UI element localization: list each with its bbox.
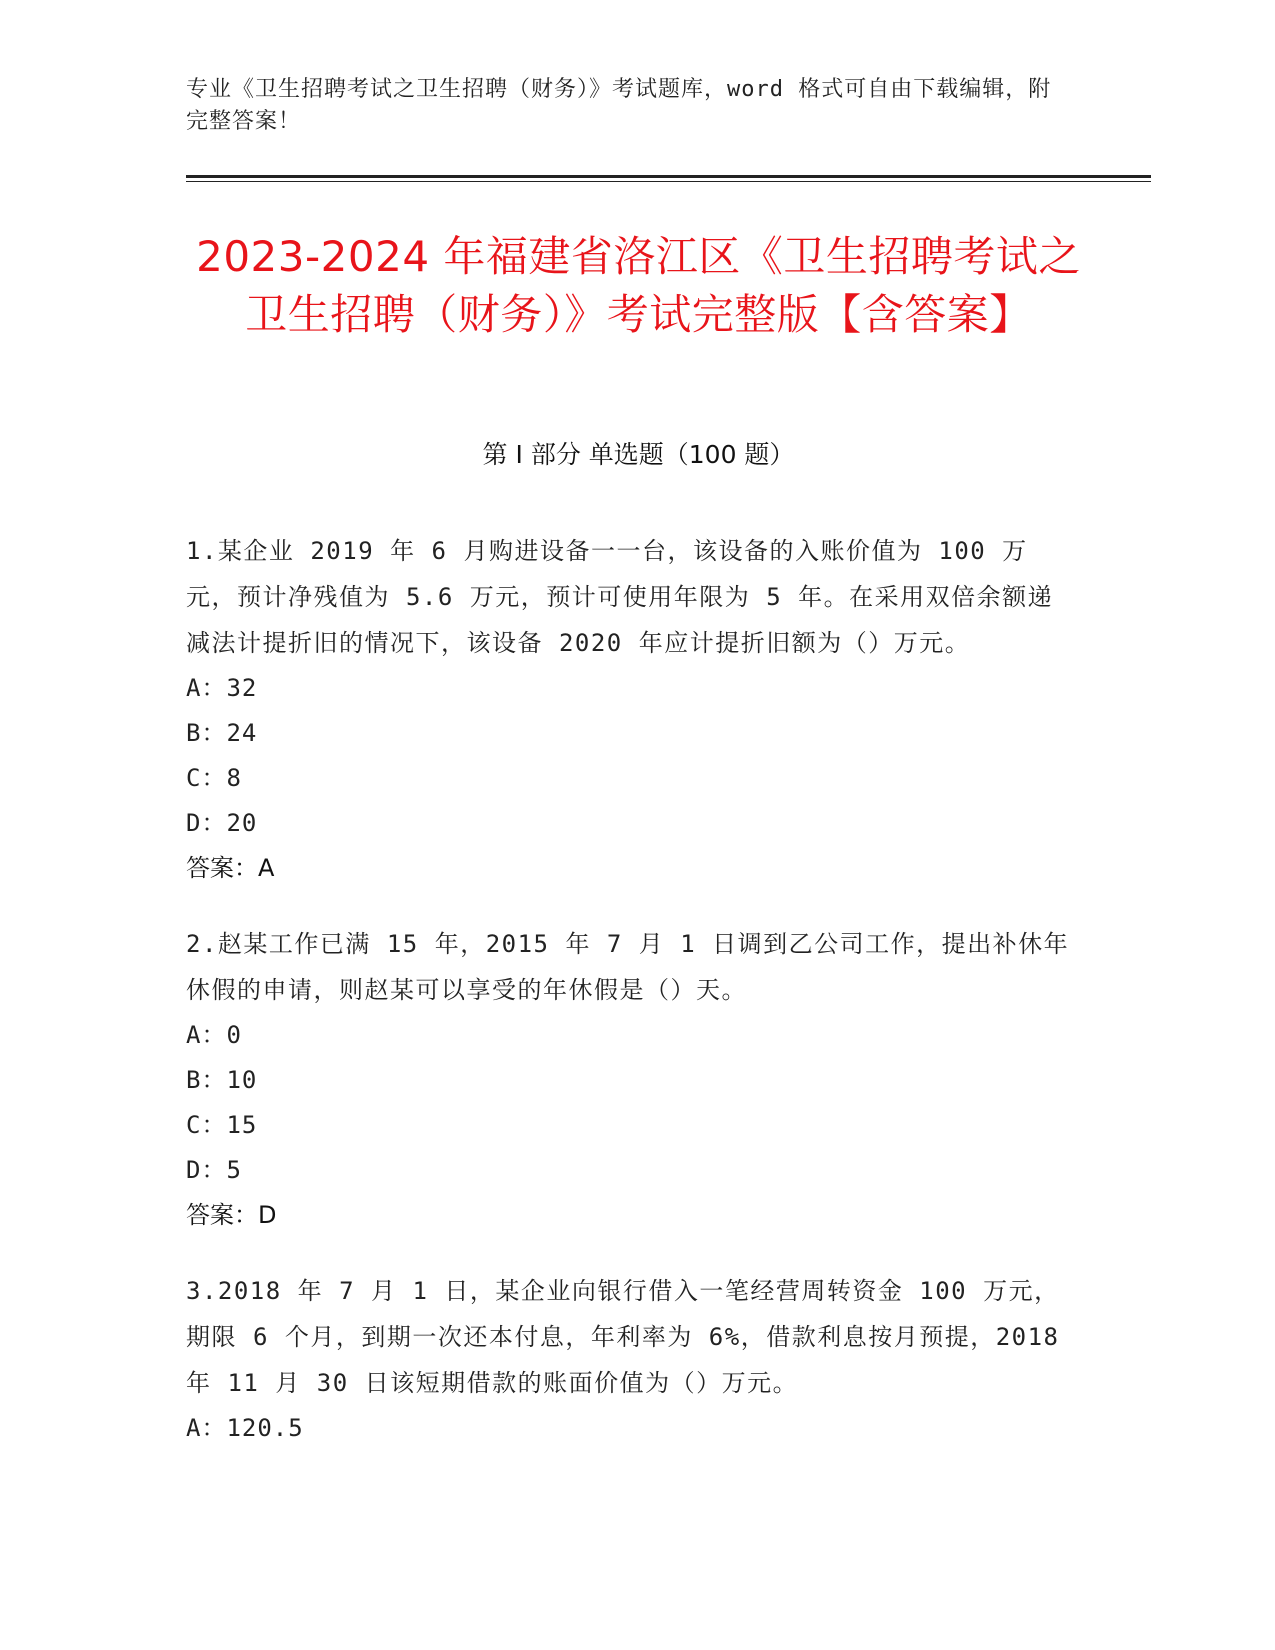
option-b: B：24 <box>186 719 258 747</box>
question-3 <box>186 1268 1076 1451</box>
header-note: 专业《卫生招聘考试之卫生招聘（财务）》考试题库，word 格式可自由下载编辑，附完整答案！ <box>186 77 1052 134</box>
answer: 答案：D <box>186 1201 277 1229</box>
question-stem: 1.某企业 2019 年 6 月购进设备一一台，该设备的入账价值为 100 万元，预计净残值为 5.6 万元，预计可使用年限为 5 年。在采用双倍余额递减法计提折旧的情况下，该设备 2020 年应计提折旧额为（）万元。 <box>186 537 1054 657</box>
option-c: C：8 <box>186 764 242 792</box>
option-a: A：0 <box>186 1021 242 1049</box>
option-a: A：32 <box>186 674 258 702</box>
question-2 <box>186 921 1076 1238</box>
question-list <box>186 528 1076 1481</box>
option-d: D：20 <box>186 809 258 837</box>
option-b: B：10 <box>186 1066 258 1094</box>
option-d: D：5 <box>186 1156 242 1184</box>
question-stem: 2.赵某工作已满 15 年，2015 年 7 月 1 日调到乙公司工作，提出补休年休假的申请，则赵某可以享受的年休假是（）天。 <box>186 930 1070 1004</box>
section-heading: 第 I 部分 单选题（100 题） <box>482 440 795 469</box>
document-title: 2023-2024 年福建省洛江区《卫生招聘考试之卫生招聘（财务）》考试完整版【含答案】 <box>196 232 1081 339</box>
answer: 答案：A <box>186 854 275 882</box>
option-a: A：120.5 <box>186 1414 304 1442</box>
question-1 <box>186 528 1076 891</box>
header-rule-thin <box>186 181 1151 182</box>
option-c: C：15 <box>186 1111 258 1139</box>
header-rule-thick <box>186 175 1151 178</box>
question-stem: 3.2018 年 7 月 1 日，某企业向银行借入一笔经营周转资金 100 万元，期限 6 个月，到期一次还本付息，年利率为 6%，借款利息按月预提，2018 年 11 月 30 日该短期借款的账面价值为（）万元。 <box>186 1277 1060 1397</box>
